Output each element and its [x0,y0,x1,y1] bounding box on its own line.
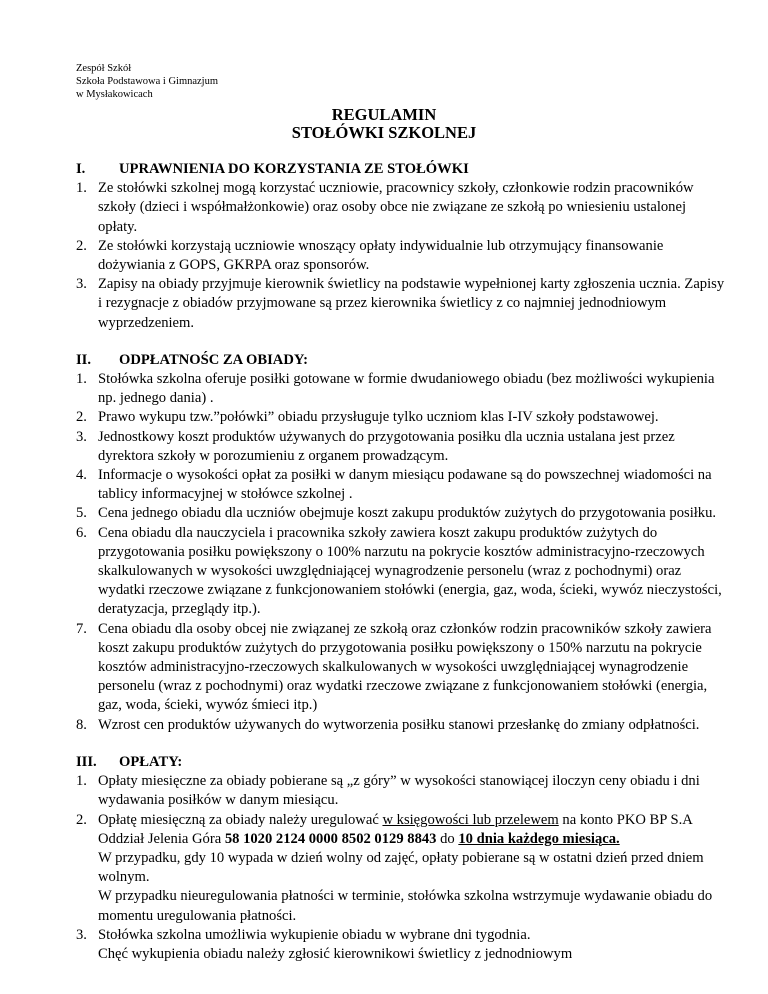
document-body [76,160,726,964]
list-item [76,772,726,810]
item-text: Wzrost cen produktów używanych do wytworzenia posiłku stanowi przesłankę do zmiany odpłatności. [98,716,700,733]
item-number: 1. [76,371,87,388]
account-number: 58 1020 2124 0000 8502 0129 8843 [224,830,437,847]
item-text: Prawo wykupu tzw.”połówki” obiadu przysługuje tylko uczniom klas I-IV szkoły podstawowej. [98,409,659,426]
item-text: Jednostkowy koszt produktów używanych do przygotowania posiłku dla ucznia ustalana jest przez dyrektora szkoły w porozumieniu z organem prowadzącym. [98,428,675,464]
item-text: Opłaty miesięczne za obiady pobierane są „z góry” w wysokości stanowiącej iloczyn ceny obiadu i dni wydawania posiłków w danym miesiącu. [98,773,700,809]
doc-title: REGULAMIN [331,105,437,124]
section-list [76,370,726,735]
list-item [76,370,726,408]
item-text: Cena jednego obiadu dla uczniów obejmuje koszt zakupu produktów zużytych do przygotowania posiłku. [98,505,717,522]
item-text: Zapisy na obiady przyjmuje kierownik świetlicy na podstawie wypełnionej karty zgłoszenia ucznia. Zapisy i rezygnacje z obiadów przyjmowane są przez kierownika świetlicy z co najmniej jednodniowym wyprzedzeniem. [98,276,725,331]
item-text-continued: Chęć wykupienia obiadu należy zgłosić kierownikowi świetlicy z jednodniowym [98,945,573,962]
list-item [76,620,726,716]
payment-deadline: 10 dnia każdego miesiąca. [458,830,620,847]
school-name: Zespół Szkół [76,63,132,74]
list-item [76,524,726,620]
item-number: 2. [76,409,87,426]
item-number: 4. [76,467,87,484]
payment-bank: na konto PKO BP S.A Oddział Jelenia Góra [98,811,693,847]
section-number: II. [76,351,92,368]
section-number: III. [76,753,97,770]
section-title: OPŁATY: [119,753,183,770]
section-heading [76,753,726,772]
list-item [76,428,726,466]
list-item [76,504,726,523]
item-text: Stołówka szkolna oferuje posiłki gotowane w formie dwudaniowego obiadu (bez możliwości wykupienia np. jednego dania) . [98,371,715,407]
item-text: Stołówka szkolna umożliwia wykupienie obiadu w wybrane dni tygodnia. [98,926,531,943]
list-item-payment [76,811,726,926]
payment-note-late: W przypadku nieuregulowania płatności w terminie, stołówka szkolna wstrzymuje wydawanie obiadu do momentu uregulowania płatności. [98,888,713,924]
item-number: 3. [76,428,87,445]
school-header [76,62,218,101]
list-item [76,466,726,504]
section-title: ODPŁATNOŚC ZA OBIADY: [119,351,308,368]
payment-until: do [436,830,459,847]
item-text: Cena obiadu dla osoby obcej nie związanej ze szkołą oraz członków rodzin pracowników szkoły zawiera koszt zakupu produktów zużytych do przygotowania posiłku powiększony o 150% narzutu na pokrycie kosztów administracyjno-rzeczowych skalkulowanych w wysokości uwzględniającej wynagrodzenie personelu (wraz z pochodnymi) oraz wydatki rzeczowe związane z funkcjonowaniem stołówki (energia, gaz, woda, ścieki, wywóz śmieci itp.) [98,620,712,714]
section-number: I. [76,161,86,177]
item-number: 3. [76,276,87,293]
list-item [76,179,726,237]
payment-method: w księgowości lub przelewem [382,811,559,828]
item-text: Ze stołówki korzystają uczniowie wnoszący opłaty indywidualnie lub otrzymujący finansowanie dożywiania z GOPS, GKRPA oraz sponsorów. [98,237,664,274]
list-item [76,716,726,735]
item-number: 1. [76,773,87,790]
item-text: Informacje o wysokości opłat za posiłki w danym miesiącu podawane są do powszechnej wiadomości na tablicy informacyjnej w stołówce szkolnej . [98,467,712,503]
school-subname: Szkoła Podstawowa i Gimnazjum [76,76,219,87]
item-number: 5. [76,505,87,522]
item-number: 3. [76,926,87,943]
payment-note-holiday: W przypadku, gdy 10 wypada w dzień wolny od zajęć, opłaty pobierane są w ostatni dzień przed dniem wolnym. [98,849,704,886]
list-item [76,926,726,964]
item-number: 7. [76,620,87,637]
item-number: 6. [76,524,87,541]
section-list [76,179,726,333]
list-item [76,408,726,427]
section-title: UPRAWNIENIA DO KORZYSTANIA ZE STOŁÓWKI [119,161,469,177]
school-location: w Mysłakowicach [76,89,153,100]
item-number: 2. [76,237,87,254]
section-list [76,772,726,964]
item-text: Cena obiadu dla nauczyciela i pracownika szkoły zawiera koszt zakupu produktów zużytych do przygotowania posiłku powiększony o 100% narzutu na pokrycie kosztów administracyjno-rzeczowych skalkulowanych w wysokości uwzględniającej wynagrodzenie personelu (wraz z pochodnymi) oraz wydatki rzeczowe związane z funkcjonowaniem stołówki (energia, gaz, woda, ścieki, wywóz nieczystości, deratyzacja, przeglądy itp.). [98,524,722,618]
item-number: 8. [76,716,87,733]
doc-subtitle: STOŁÓWKI SZKOLNEJ [291,123,477,142]
section-heading [76,351,726,370]
payment-text: Opłatę miesięczną za obiady należy uregulować [98,811,383,828]
item-number: 2. [76,811,87,828]
item-text: Ze stołówki szkolnej mogą korzystać uczniowie, pracownicy szkoły, członkowie rodzin pracowników szkoły (dzieci i współmałżonkowie) oraz osoby obce nie związane ze szkołą po wniesieniu ustalonej opłaty. [98,180,694,235]
item-number: 1. [76,180,87,197]
list-item [76,275,726,333]
section-heading [76,160,726,179]
list-item [76,237,726,275]
